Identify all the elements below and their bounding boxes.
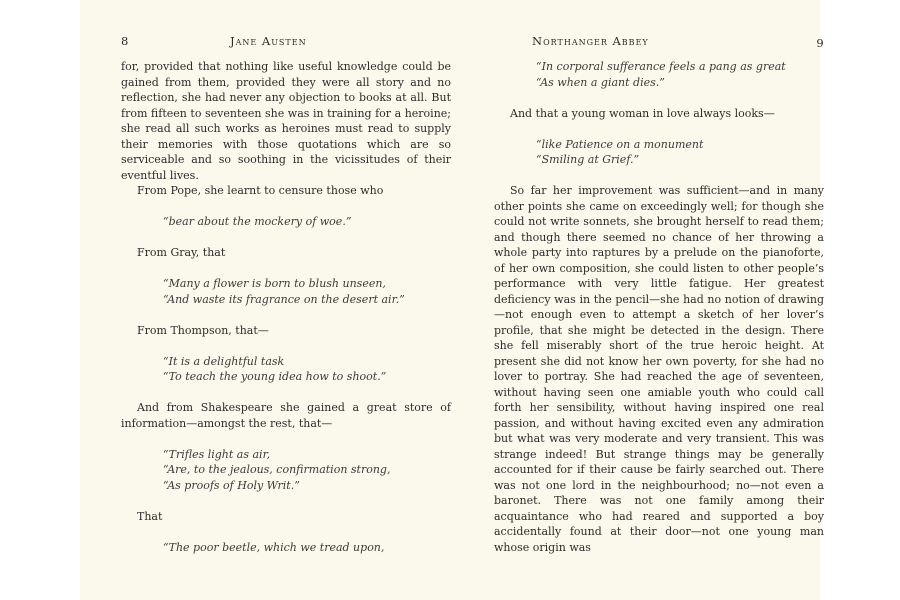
running-head-author: Jane Austen (230, 34, 307, 48)
quote-line: “And waste its fragrance on the desert air.” (163, 292, 405, 306)
quote-line: “The poor beetle, which we tread upon, (163, 540, 385, 554)
love-intro: And that a young woman in love always looks— (510, 106, 775, 120)
quote-line: “like Patience on a monument (536, 137, 704, 151)
gray-intro: From Gray, that (137, 246, 226, 259)
quote-line: “Many a flower is born to blush unseen, (163, 277, 386, 290)
beetle-quote (121, 540, 451, 556)
page-number-left: 8 (121, 34, 129, 48)
shakespeare-quote (121, 447, 451, 494)
that-intro: That (137, 509, 163, 523)
pope-quote (121, 214, 451, 230)
patience-quote (494, 137, 824, 168)
quote-line: “As when a giant dies.” (536, 75, 665, 89)
right-page (494, 0, 824, 600)
left-page-header (121, 34, 451, 50)
left-page (121, 0, 451, 600)
opening-paragraph: for, provided that nothing like useful knowledge could be gained from them, provided they were all story and no reflection, she had never any objection to books at all. But from fifteen to seventeen she was in training for a heroine; she read all such works as heroines must read to supply their memories with those quotations which are so serviceable and so soothing in the vicissitudes of their eventful lives. (121, 60, 451, 182)
shakespeare-intro: And from Shakespeare she gained a great store of information—amongst the rest, that— (121, 401, 451, 430)
quote-line: “It is a delightful task (163, 354, 285, 368)
thompson-quote (121, 354, 451, 385)
running-head-title: Northanger Abbey (532, 34, 649, 48)
quote-line: “To teach the young idea how to shoot.” (163, 370, 387, 383)
thompson-intro: From Thompson, that— (137, 323, 269, 337)
book-spread (80, 0, 824, 600)
quote-line: “Smiling at Grief.” (536, 153, 640, 166)
quote-line: “Trifles light as air, (163, 447, 271, 461)
pope-intro: From Pope, she learnt to censure those who (137, 184, 384, 197)
quote-line: “In corporal sufferance feels a pang as great (536, 60, 786, 73)
right-page-body (494, 59, 824, 555)
quote-line: “As proofs of Holy Writ.” (163, 478, 300, 492)
right-page-header (494, 34, 824, 50)
gray-quote (121, 276, 451, 307)
quote-line: “bear about the mockery of woe.” (163, 215, 352, 228)
giant-quote (494, 59, 824, 90)
quote-line: “Are, to the jealous, confirmation strong, (163, 463, 391, 476)
left-page-body (121, 59, 451, 555)
closing-paragraph: So far her improvement was sufficient—and in many other points she came on exceedingly well; for though she could not write sonnets, she brought herself to read them; and though there seemed no chance of her throwing a whole party into raptures by a prelude on the pianoforte, of her own composition, she could listen to other people’s performance with very little fatigue. Her greatest deficiency was in the pencil—she had no notion of drawing—not enough even to attempt a sketch of her lover’s profile, that she might be detected in the design. There she fell miserably short of the true heroic height. At present she did not know her own poverty, for she had no lover to portray. She had reached the age of seventeen, without having seen one amiable youth who could call forth her sensibility, without having inspired one real passion, and without having excited even any admiration but what was very moderate and very transient. This was strange indeed! But strange things may be generally accounted for if their cause be fairly searched out. There was not one lord in the neighbourhood; no—not even a baronet. There was not one family among their acquaintance who had reared and supported a boy accidentally found at their door—not one young man whose origin was (494, 184, 824, 554)
page-number-right: 9 (816, 36, 824, 50)
